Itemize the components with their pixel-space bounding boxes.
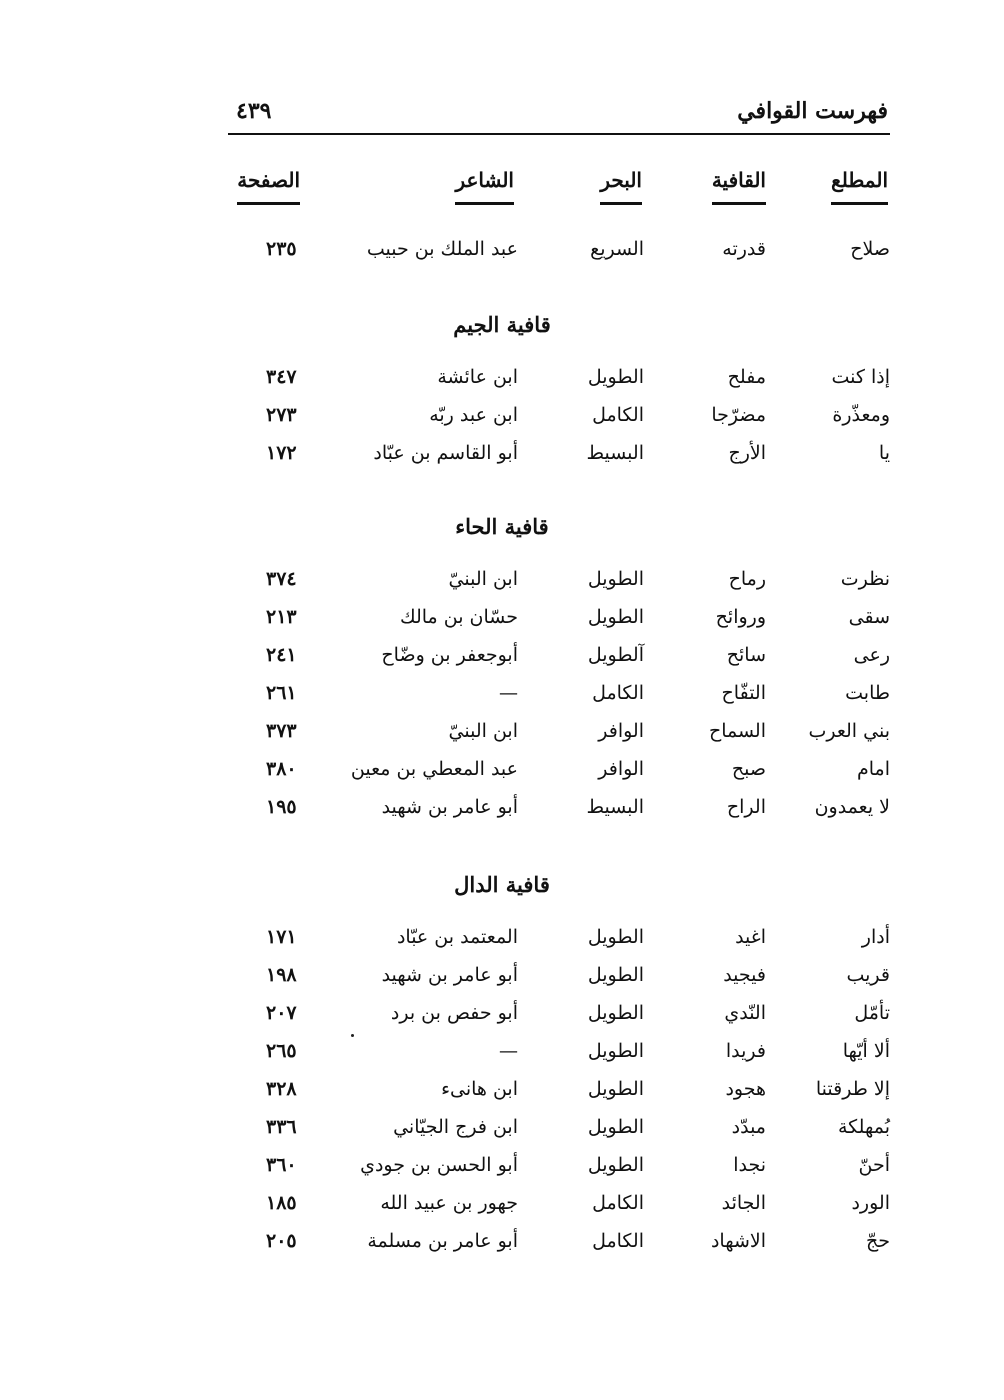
cell-qafiya: هجود [725,1078,766,1100]
cell-bahr: الطويل [587,926,644,948]
index-row [0,568,1004,602]
cell-shaer: أبوجعفر بن وضّاح [381,644,518,666]
cell-matla: ألا أيّها [842,1040,890,1062]
cell-qafiya: رماح [728,568,766,590]
column-header-shaer: الشاعر [455,168,514,205]
index-row [0,682,1004,716]
cell-safha: ٢٣٥ [266,238,297,260]
cell-safha: ٢٤١ [266,644,297,666]
cell-shaer: حسّان بن مالك [399,606,518,628]
cell-matla: بني العرب [808,720,890,742]
stray-print-dot [351,1034,354,1037]
cell-safha: ٢٠٧ [266,1002,297,1024]
index-row [0,366,1004,400]
index-row [0,1002,1004,1036]
cell-shaer: ابن عبد ربّه [429,404,518,426]
cell-shaer: ابن البنيّ [448,720,518,742]
running-title: فهرست القوافي [737,98,888,124]
cell-shaer: أبو عامر بن شهيد [381,796,518,818]
cell-safha: ٢٠٥ [266,1230,297,1252]
cell-qafiya: مفلح [727,366,766,388]
cell-shaer: أبو الحسن بن جودي [360,1154,518,1176]
cell-matla: نظرت [840,568,890,590]
cell-safha: ٣٣٦ [266,1116,297,1138]
cell-bahr: الطويل [587,1154,644,1176]
cell-shaer: — [499,1040,518,1062]
cell-matla: إلا طرقتنا [815,1078,890,1100]
cell-safha: ١٩٥ [266,796,297,818]
cell-bahr: الوافر [598,758,644,780]
cell-shaer: عبد المعطي بن معين [350,758,518,780]
column-header-bahr: البحر [600,168,642,205]
index-row [0,964,1004,998]
index-row [0,926,1004,960]
cell-bahr: الطويل [587,1078,644,1100]
cell-matla: سقى [848,606,890,628]
cell-matla: رعى [853,644,890,666]
cell-safha: ٢٦١ [266,682,297,704]
column-header-qafiya: القافية [712,168,766,205]
index-row [0,1116,1004,1150]
cell-bahr: الطويل [587,606,644,628]
cell-safha: ٢٦٥ [266,1040,297,1062]
index-row [0,720,1004,754]
cell-safha: ٣٤٧ [266,366,297,388]
cell-bahr: الطويل [587,1002,644,1024]
cell-matla: تأمّل [854,1002,890,1024]
cell-bahr: السريع [590,238,644,260]
cell-qafiya: صبح [731,758,766,780]
cell-qafiya: سائح [726,644,766,666]
cell-qafiya: الراح [726,796,766,818]
cell-safha: ٢١٣ [266,606,297,628]
cell-bahr: الطويل [587,568,644,590]
index-row [0,1192,1004,1226]
cell-safha: ١٧١ [266,926,297,948]
cell-bahr: الكامل [592,404,644,426]
cell-safha: ١٧٢ [266,442,297,464]
index-row [0,1154,1004,1188]
cell-bahr: آلطويل [587,644,644,666]
column-header-matla: المطلع [831,168,888,205]
cell-bahr: البسيط [586,442,644,464]
cell-safha: ٣٦٠ [266,1154,297,1176]
cell-matla: أحنّ [858,1154,890,1176]
cell-safha: ٢٧٣ [266,404,297,426]
cell-matla: الورد [851,1192,890,1214]
cell-bahr: الكامل [592,1192,644,1214]
cell-qafiya: نجدا [733,1154,766,1176]
cell-shaer: ابن فرج الجيّاني [393,1116,518,1138]
column-headers [0,168,1004,218]
index-row [0,796,1004,830]
section-title: قافية الجيم [453,312,551,337]
cell-qafiya: الأرج [728,442,766,464]
cell-matla: أدار [861,926,890,948]
cell-shaer: ابن البنيّ [448,568,518,590]
cell-matla: يا [878,442,890,464]
cell-shaer: أبو القاسم بن عبّاد [373,442,518,464]
cell-shaer: عبد الملك بن حبيب [366,238,518,260]
cell-shaer: أبو حفص بن برد [390,1002,518,1024]
cell-bahr: الكامل [592,682,644,704]
cell-qafiya: اغيد [735,926,766,948]
cell-bahr: الطويل [587,1116,644,1138]
index-row [0,442,1004,476]
cell-safha: ٣٧٣ [266,720,297,742]
index-row [0,1078,1004,1112]
cell-matla: طابت [845,682,890,704]
cell-matla: بُمهلكة [838,1116,890,1138]
cell-safha: ٣٢٨ [266,1078,297,1100]
cell-bahr: الطويل [587,964,644,986]
cell-matla: إذا كنت [831,366,890,388]
cell-qafiya: النّدي [724,1002,766,1024]
cell-safha: ٣٨٠ [266,758,297,780]
cell-matla: صلاح [850,238,890,260]
section-title: قافية الدال [454,872,550,897]
cell-qafiya: قدرته [722,238,766,260]
cell-shaer: أبو عامر بن شهيد [381,964,518,986]
cell-qafiya: التفّاح [721,682,766,704]
cell-qafiya: فريدا [725,1040,766,1062]
index-row [0,758,1004,792]
page-header [228,96,888,132]
header-rule [228,133,890,135]
index-row [0,404,1004,438]
index-row [0,1040,1004,1074]
cell-qafiya: مبدّد [731,1116,766,1138]
page-number: ٤٣٩ [236,98,272,124]
cell-safha: ١٨٥ [266,1192,297,1214]
cell-matla: لا يعمدون [814,796,890,818]
cell-qafiya: مضرّجا [711,404,766,426]
cell-qafiya: الجائد [721,1192,766,1214]
index-row [0,644,1004,678]
index-row [0,238,1004,272]
cell-bahr: البسيط [586,796,644,818]
cell-bahr: الطويل [587,366,644,388]
cell-matla: امام [856,758,890,780]
cell-matla: قريب [846,964,890,986]
index-row [0,1230,1004,1264]
cell-matla: حجّ [865,1230,890,1252]
cell-shaer: المعتمد بن عبّاد [396,926,518,948]
cell-shaer: — [499,682,518,704]
cell-qafiya: فيجيد [723,964,766,986]
index-row [0,606,1004,640]
cell-shaer: أبو عامر بن مسلمة [367,1230,518,1252]
cell-shaer: ابن هانىء [441,1078,518,1100]
cell-qafiya: الاشهاد [710,1230,766,1252]
cell-shaer: جهور بن عبيد الله [380,1192,518,1214]
cell-safha: ٣٧٤ [266,568,297,590]
cell-qafiya: السماح [708,720,766,742]
section-title: قافية الحاء [455,514,549,539]
cell-bahr: الطويل [587,1040,644,1062]
cell-safha: ١٩٨ [266,964,297,986]
cell-bahr: الكامل [592,1230,644,1252]
cell-bahr: الوافر [598,720,644,742]
column-header-safha: الصفحة [237,168,300,205]
cell-matla: ومعذّرة [832,404,890,426]
cell-qafiya: وروائح [715,606,766,628]
cell-shaer: ابن عائشة [437,366,518,388]
